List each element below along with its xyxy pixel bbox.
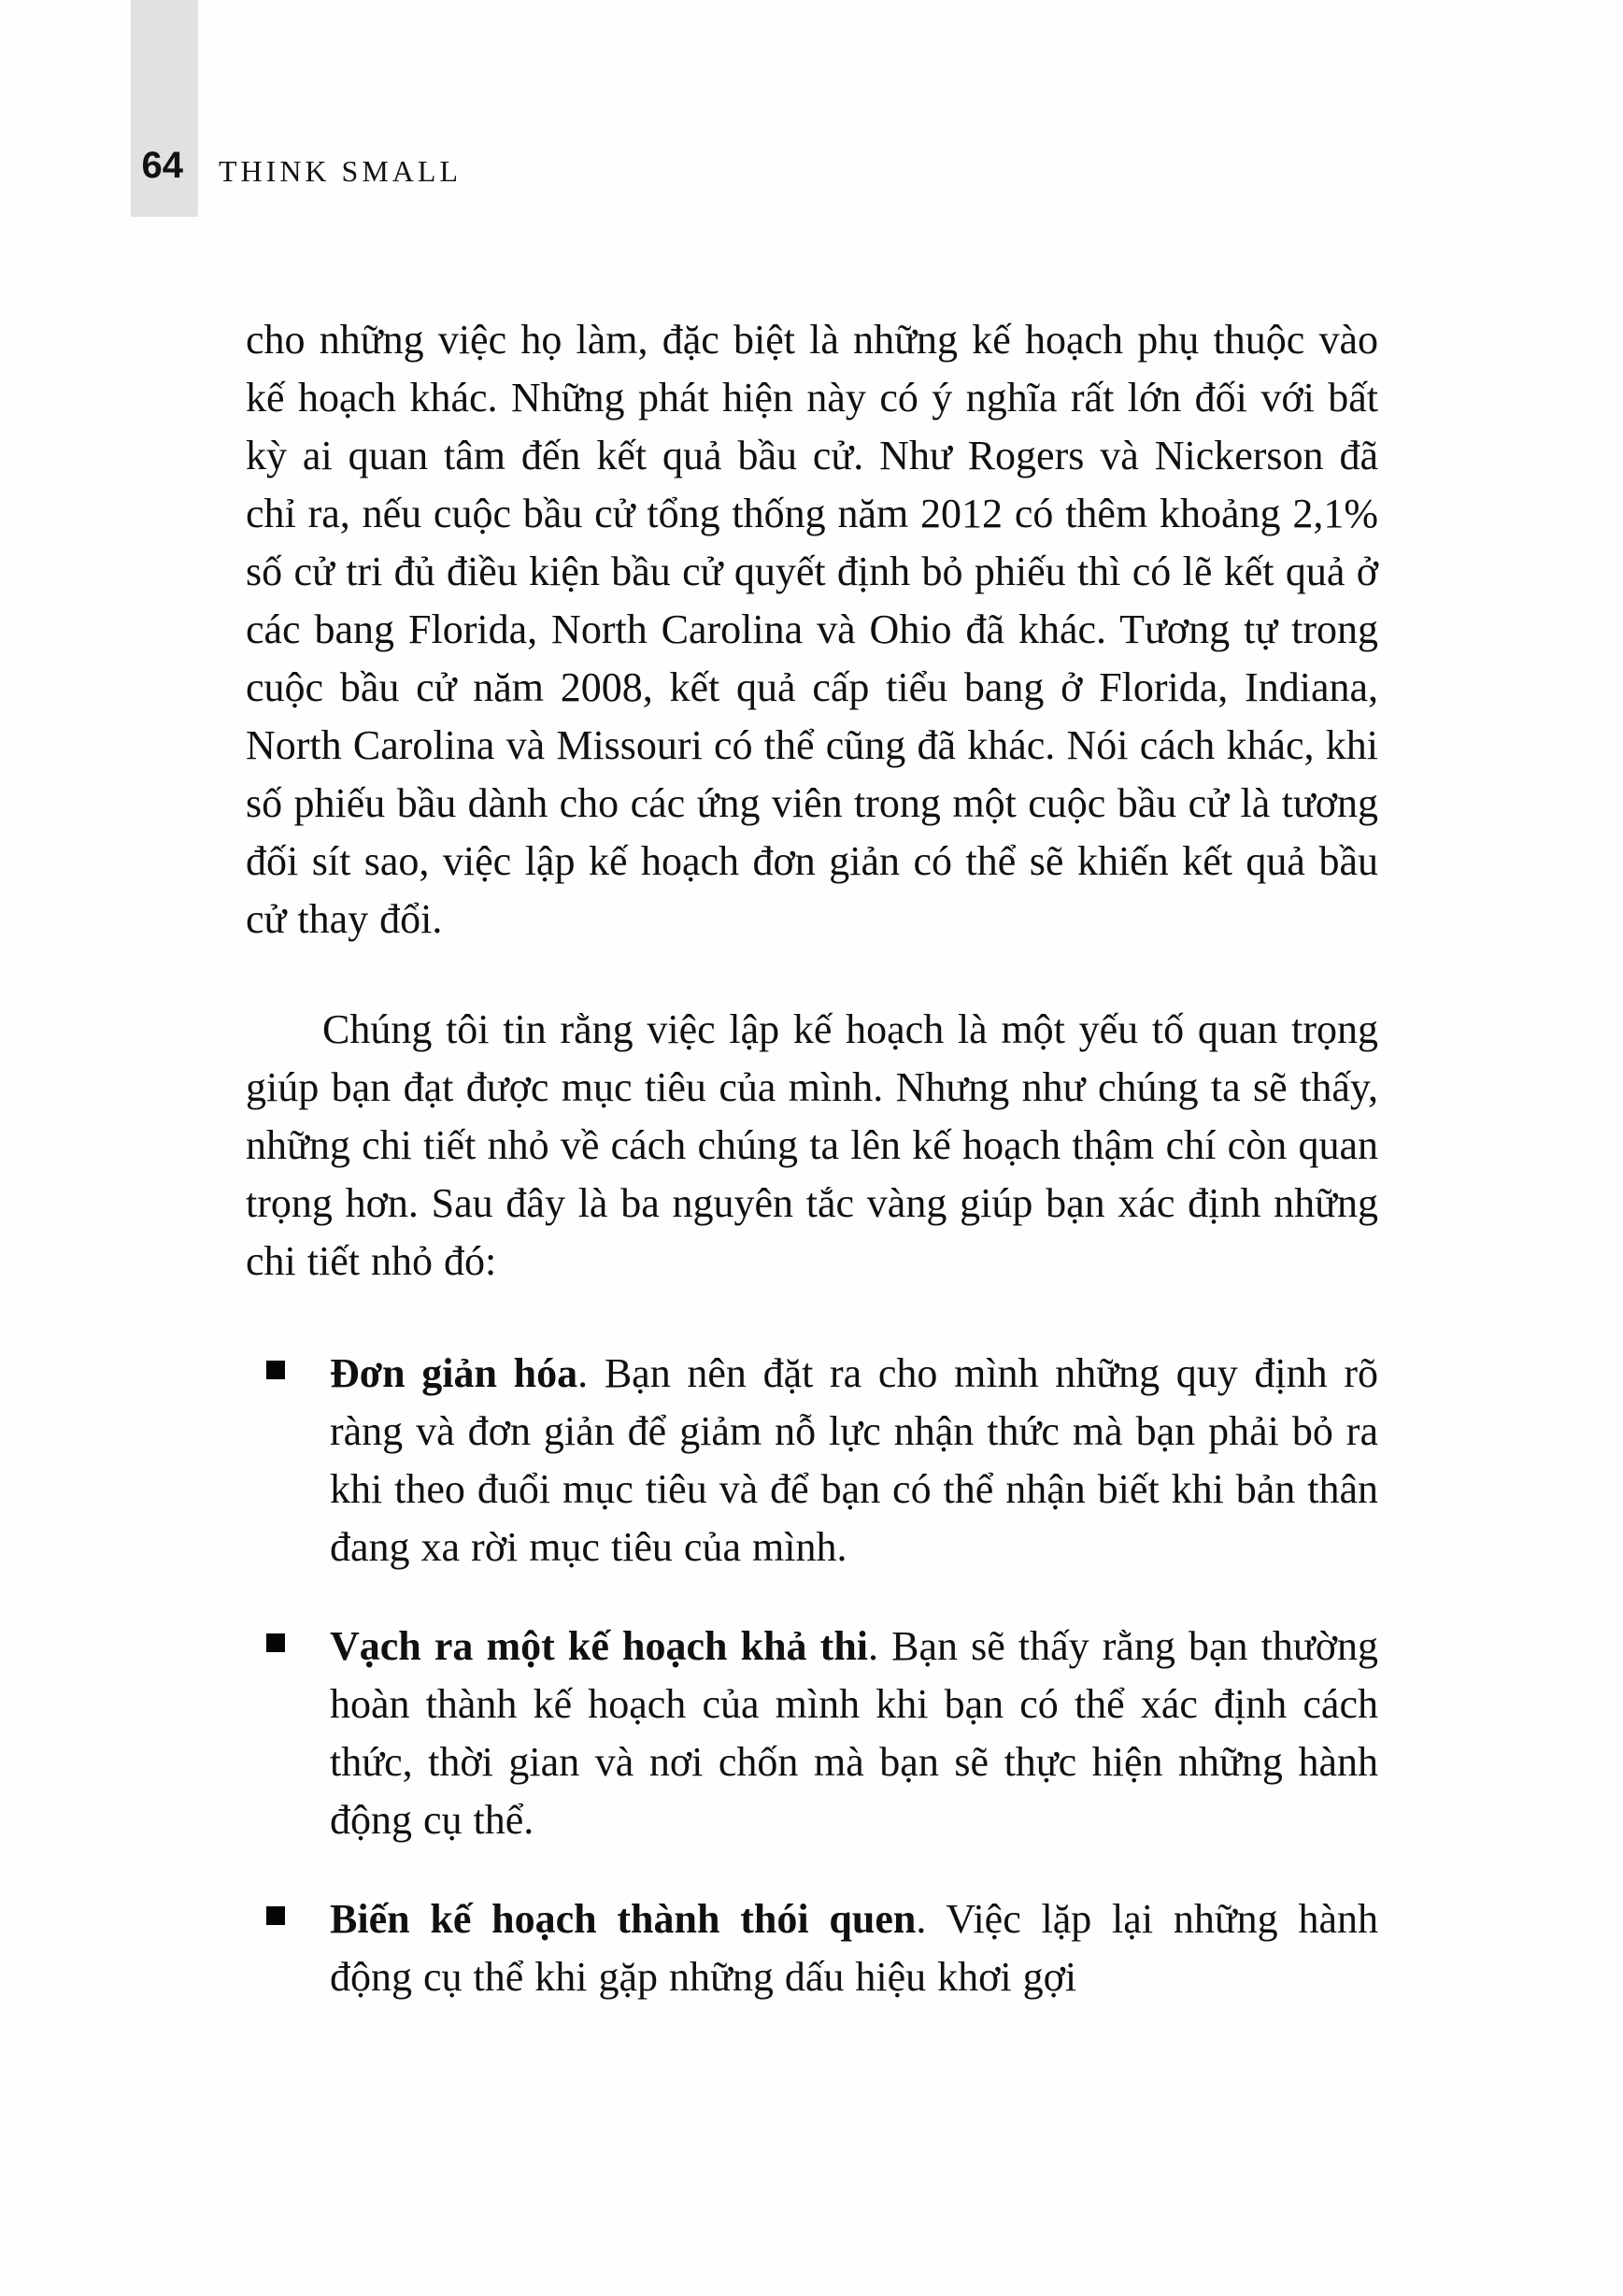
list-item-text: . Việc lặp lại những hành động cụ thể khi gặp những dấu hiệu khơi gợi	[330, 1896, 1378, 2000]
list-item-lead: Vạch ra một kế hoạch khả thi	[330, 1623, 869, 1669]
square-bullet-icon	[266, 1361, 285, 1379]
golden-rules-list	[246, 1345, 1378, 2006]
list-item	[246, 1618, 1378, 1849]
list-item	[246, 1890, 1378, 2006]
page-number: 64	[141, 145, 183, 186]
running-title: THINK SMALL	[219, 154, 462, 188]
list-item-text: . Bạn nên đặt ra cho mình những quy định rõ ràng và đơn giản để giảm nỗ lực nhận thức mà bạn phải bỏ ra khi theo đuổi mục tiêu và để bạn có thể nhận biết khi bản thân đang xa rời mục tiêu của mình.	[330, 1350, 1378, 1570]
text-column	[246, 311, 1378, 2006]
list-item-lead: Đơn giản hóa	[330, 1350, 578, 1396]
square-bullet-icon	[266, 1633, 285, 1652]
body-paragraph: cho những việc họ làm, đặc biệt là những kế hoạch phụ thuộc vào kế hoạch khác. Những phát hiện này có ý nghĩa rất lớn đối với bất kỳ ai quan tâm đến kết quả bầu cử. Như Rogers và Nickerson đã chỉ ra, nếu cuộc bầu cử tổng thống năm 2012 có thêm khoảng 2,1% số cử tri đủ điều kiện bầu cử quyết định bỏ phiếu thì có lẽ kết quả ở các bang Florida, North Carolina và Ohio đã khác. Tương tự trong cuộc bầu cử năm 2008, kết quả cấp tiểu bang ở Florida, Indiana, North Carolina và Missouri có thể cũng đã khác. Nói cách khác, khi số phiếu bầu dành cho các ứng viên trong một cuộc bầu cử là tương đối sít sao, việc lập kế hoạch đơn giản có thể sẽ khiến kết quả bầu cử thay đổi.	[246, 317, 1378, 942]
list-item-lead: Biến kế hoạch thành thói quen	[330, 1896, 917, 1942]
body-paragraph: Chúng tôi tin rằng việc lập kế hoạch là một yếu tố quan trọng giúp bạn đạt được mục tiêu của mình. Nhưng như chúng ta sẽ thấy, những chi tiết nhỏ về cách chúng ta lên kế hoạch thậm chí còn quan trọng hơn. Sau đây là ba nguyên tắc vàng giúp bạn xác định những chi tiết nhỏ đó:	[246, 1006, 1378, 1284]
list-item-text: . Bạn sẽ thấy rằng bạn thường hoàn thành kế hoạch của mình khi bạn có thể xác định cách thức, thời gian và nơi chốn mà bạn sẽ thực hiện những hành động cụ thể.	[330, 1623, 1378, 1843]
list-item	[246, 1345, 1378, 1576]
square-bullet-icon	[266, 1906, 285, 1925]
